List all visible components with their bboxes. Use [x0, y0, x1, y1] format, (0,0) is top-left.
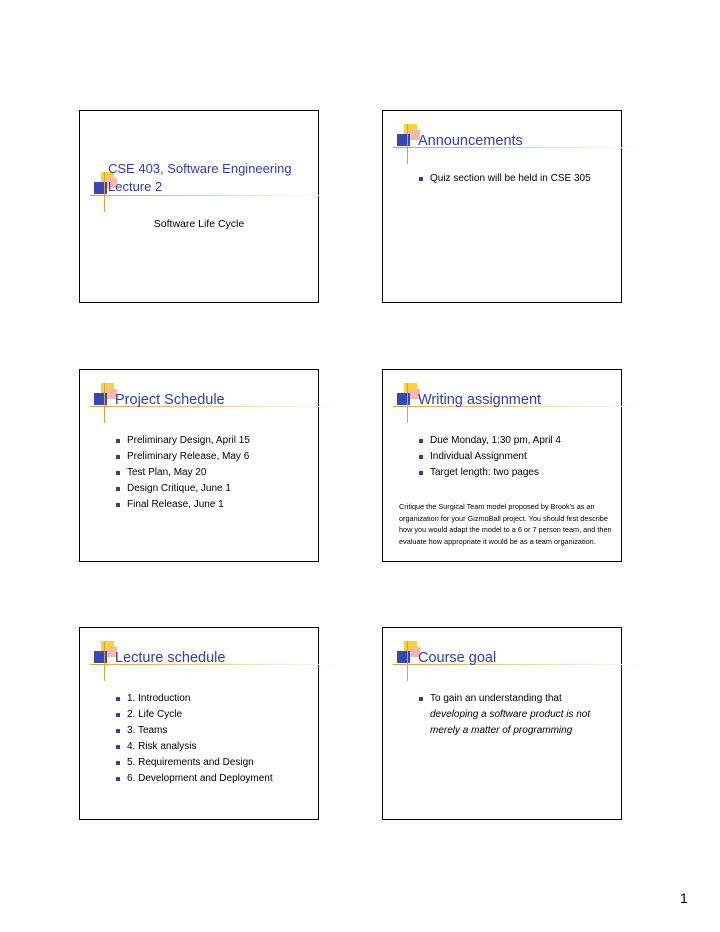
- slide-title: [79, 110, 319, 303]
- bullet-list: [116, 433, 250, 513]
- slide-subtitle: Software Life Cycle: [153, 218, 245, 230]
- corner-decoration: [90, 383, 340, 433]
- list-item: Design Critique, June 1: [116, 481, 250, 497]
- list-item: Individual Assignment: [419, 449, 561, 465]
- slide-title-heading: CSE 403, Software Engineering Lecture 2: [108, 161, 292, 194]
- list-item: Due Monday, 1:30 pm, April 4: [419, 433, 561, 449]
- goal-emphasis: developing a software product is not merely a matter of programming: [430, 709, 591, 736]
- corner-decoration: [393, 641, 643, 691]
- slide-heading: Project Schedule: [115, 392, 225, 408]
- page-number: 1: [680, 890, 688, 906]
- list-item: Test Plan, May 20: [116, 465, 250, 481]
- slide-course-goal: [382, 627, 622, 820]
- list-item: Preliminary Release, May 6: [116, 449, 250, 465]
- list-item: 4. Risk analysis: [116, 739, 273, 755]
- slide-heading: Writing assignment: [418, 392, 542, 408]
- list-item: 3. Teams: [116, 723, 273, 739]
- corner-decoration: [90, 641, 340, 691]
- list-item: Preliminary Design, April 15: [116, 433, 250, 449]
- slide-heading: Lecture schedule: [115, 650, 226, 666]
- list-item: Final Release, June 1: [116, 497, 250, 513]
- slide-project-schedule: [79, 369, 319, 562]
- bullet-list: [419, 433, 561, 481]
- assignment-paragraph: Critique the Surgical Team model proposed by Brook's as an organization for your GizmoBall project. You should first describe how you would adapt the model to a 6 or 7 person team, and then evaluate how appropriate it would be as a team organization.: [399, 502, 612, 546]
- list-item: 5. Requirements and Design: [116, 755, 273, 771]
- list-item: [419, 691, 610, 739]
- list-item: 2. Life Cycle: [116, 707, 273, 723]
- corner-decoration: [393, 124, 643, 174]
- bullet-list: [116, 691, 273, 787]
- corner-decoration: [393, 383, 643, 433]
- list-item: Target length: two pages: [419, 465, 561, 481]
- bullet-list: [419, 691, 610, 739]
- list-item: 6. Development and Deployment: [116, 771, 273, 787]
- list-item: 1. Introduction: [116, 691, 273, 707]
- slide-writing-assignment: [382, 369, 622, 562]
- slide-heading: Course goal: [418, 650, 497, 666]
- slide-lecture-schedule: [79, 627, 319, 820]
- bullet-list: [419, 171, 591, 187]
- slide-announcements: [382, 110, 622, 303]
- goal-intro: To gain an understanding that: [430, 693, 562, 704]
- list-item: Quiz section will be held in CSE 305: [419, 171, 591, 187]
- slide-heading: Announcements: [418, 133, 523, 149]
